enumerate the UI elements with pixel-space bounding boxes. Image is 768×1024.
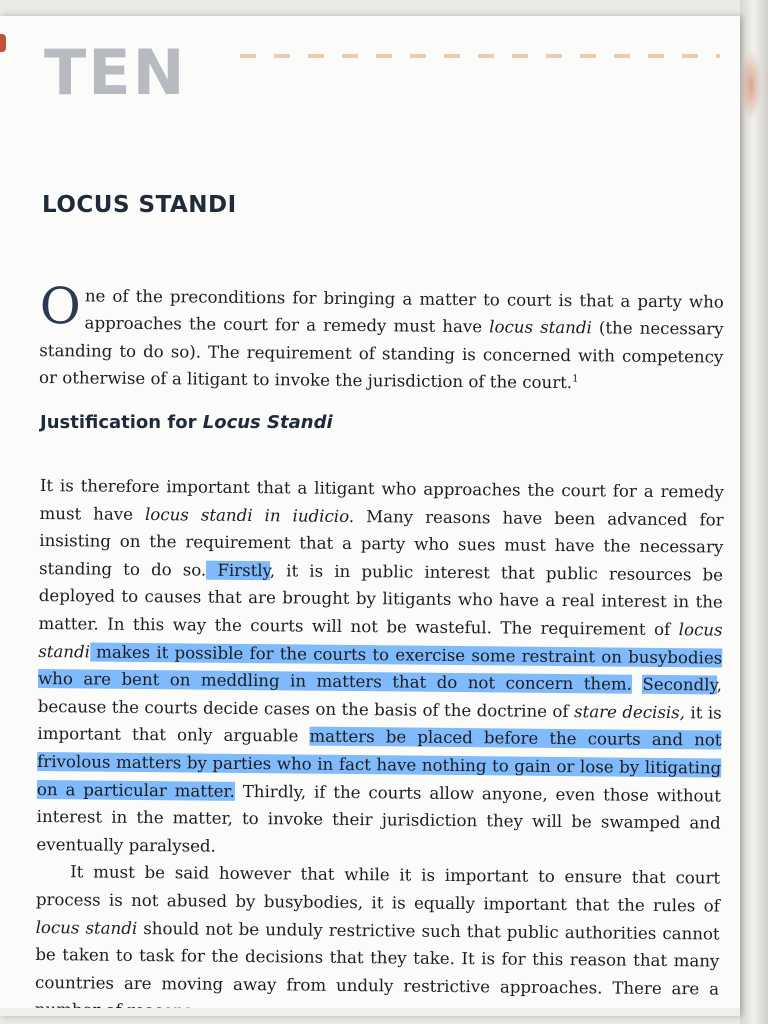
- highlight-frivolous: matters be placed before the courts and not frivolous matters by parties who in fact have nothing to gain or lose by litigating on a particular matter.: [36, 726, 722, 801]
- section-heading: [40, 412, 333, 433]
- page-edge-shadow: [740, 50, 762, 120]
- page-edge: [740, 0, 768, 1024]
- body-italic-term: locus standi in iudicio.: [144, 504, 355, 526]
- body-paragraph-1: [36, 472, 724, 865]
- body-text-run: Thirdly, if the courts allow anyone, even those without interest in the matter, to invoke their jurisdiction they will be swamped and eventually paralysed.: [36, 781, 722, 856]
- body-text-run: should not be unduly restrictive such that public authorities cannot be taken to task for the decisions that they take. It is for this reason that many countries are moving away from unduly restrictive approaches. There are a: [35, 918, 720, 999]
- body-text: [35, 472, 724, 1016]
- intro-italic-term: locus standi: [489, 317, 592, 338]
- intro-paragraph: [38, 277, 724, 398]
- decorative-rule: [240, 54, 720, 58]
- section-heading-italic: Locus Standi: [202, 412, 333, 433]
- chapter-number: TEN: [44, 36, 187, 109]
- body-text-run: It must be said however that while it is important to ensure that court process is not abused by busybodies, it is equally important that the rules of: [35, 862, 721, 916]
- body-text-run: , it is in public interest that public resources be deployed to causes that are brought by litigants who have a real interest in the matter. In this way the courts will not be wasteful. The requirement of: [38, 560, 724, 640]
- body-text-run: , because the courts decide cases on the basis of the doctrine of: [37, 675, 723, 721]
- highlight-firstly: Firstly: [206, 560, 270, 580]
- section-heading-plain: Justification for: [40, 412, 203, 433]
- footnote-marker: 1: [572, 373, 579, 385]
- body-text-run: Many reasons have been advanced for insisting on the requirement that a party who sues must have the necessary standing to do so.: [38, 506, 724, 580]
- intro-text-1: ne of the preconditions for bringing a matter to court is that a party who approaches the court for a remedy must have: [84, 286, 724, 337]
- body-italic-term: locus standi: [38, 620, 723, 662]
- chapter-title: LOCUS STANDI: [42, 192, 237, 218]
- body-italic-term: stare decisis,: [573, 701, 686, 722]
- body-text-run: It is therefore important that a litigant who approaches the court for a remedy must have: [39, 475, 724, 524]
- body-text-run: it is important that only arguable: [37, 702, 722, 746]
- highlight-restraint: makes it possible for the courts to exercise some restraint on busybodies who are bent on meddling in matters that do not concern them.: [37, 642, 723, 694]
- highlight-secondly: Secondly: [642, 674, 717, 695]
- drop-cap: O: [39, 277, 82, 336]
- book-page: [0, 16, 740, 1016]
- intro-text-2: (the necessary standing to do so). The requirement of standing is concerned with competency or otherwise of a litigant to invoke the jurisdiction of the court.: [38, 318, 724, 393]
- page-bottom-edge: [0, 1008, 740, 1016]
- body-paragraph-2: [35, 858, 721, 1016]
- page-corner-mark: [0, 34, 6, 52]
- body-italic-term: locus standi: [35, 917, 138, 938]
